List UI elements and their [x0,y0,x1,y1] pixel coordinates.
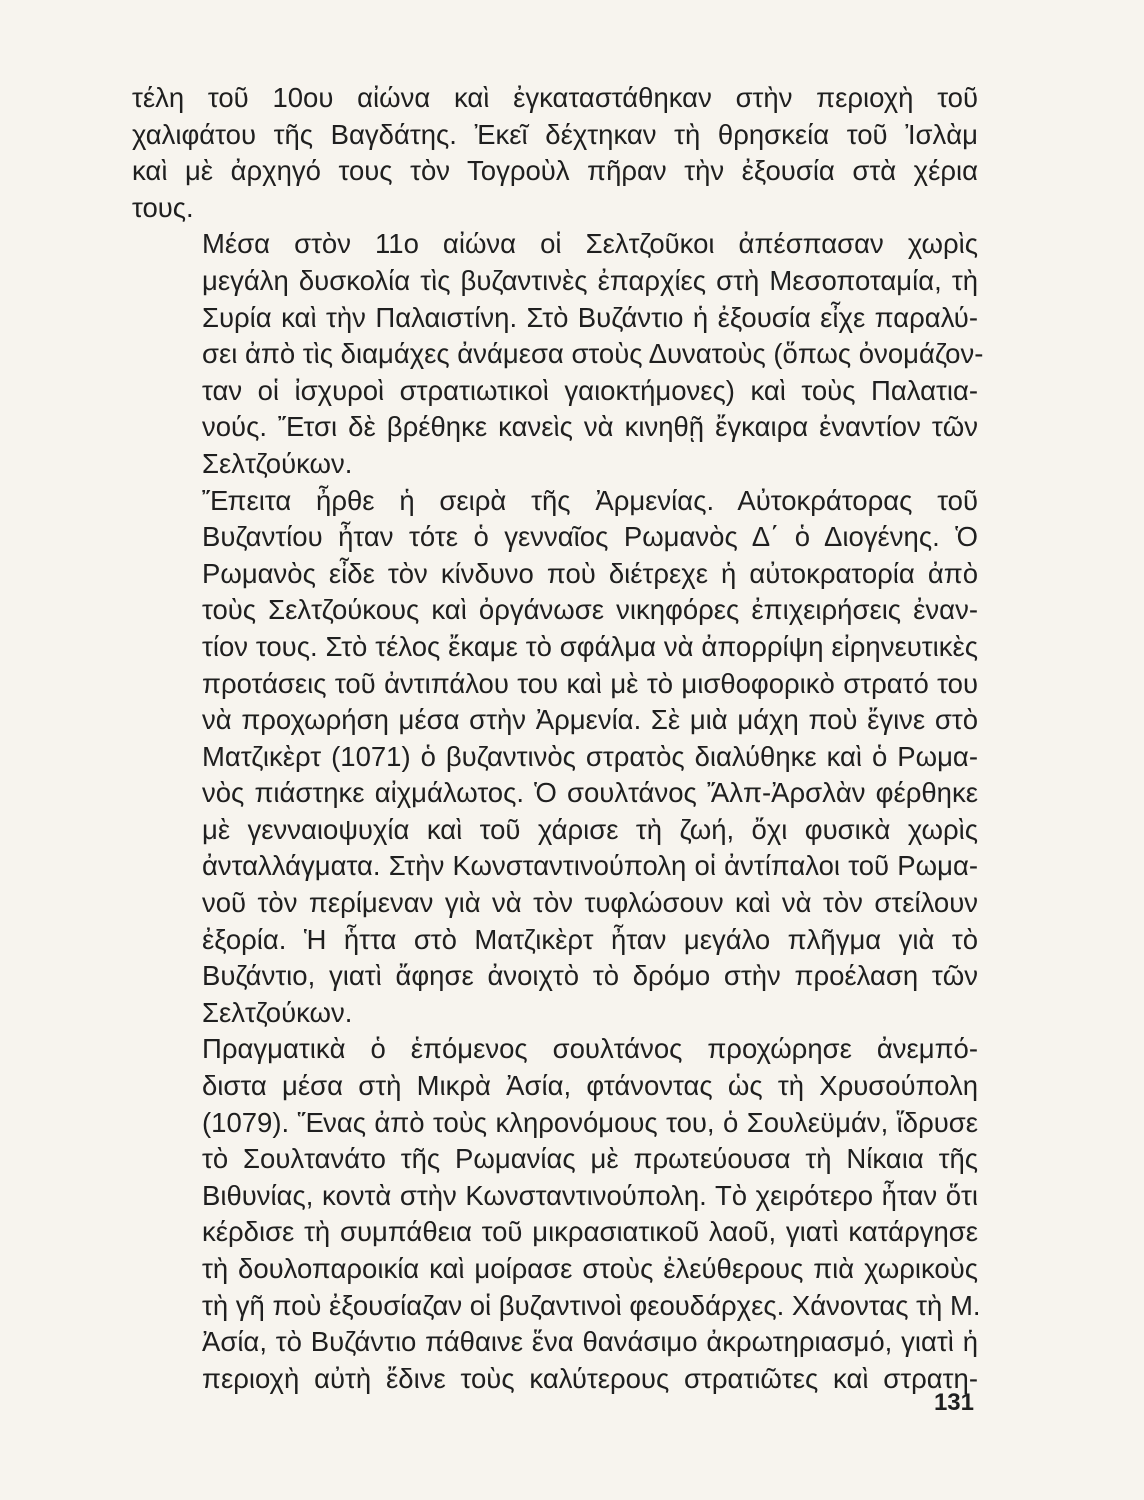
text-line: νοῦ τὸν περίμεναν γιὰ νὰ τὸν τυφλώσουν καὶ νὰ τὸν στείλουν [202,887,978,919]
text-line: καὶ μὲ ἀρχηγό τους τὸν Τογροὺλ πῆραν τὴν ἐξουσία στὰ χέρια [132,155,978,187]
text-line: τοὺς Σελτζούκους καὶ ὀργάνωσε νικηφόρες ἐπιχειρήσεις ἐναν- [202,594,978,626]
paragraph-1 [132,80,978,226]
text-line: τὴ γῆ ποὺ ἐξουσίαζαν οἱ βυζαντινοὶ φεουδάρχες. Χάνοντας τὴ Μ. [202,1289,981,1321]
text-line: κέρδισε τὴ συμπάθεια τοῦ μικρασιατικοῦ λαοῦ, γιατὶ κατάργησε [202,1216,978,1248]
text-line: νὰ προχωρήση μέσα στὴν Ἀρμενία. Σὲ μιὰ μάχη ποὺ ἔγινε στὸ [202,704,978,736]
text-line: Ἀσία, τὸ Βυζάντιο πάθαινε ἕνα θανάσιμο ἀκρωτηριασμό, γιατὶ ἡ [202,1326,978,1358]
text-line: προτάσεις τοῦ ἀντιπάλου του καὶ μὲ τὸ μισθοφορικὸ στρατό του [202,667,978,699]
text-line: μεγάλη δυσκολία τὶς βυζαντινὲς ἐπαρχίες στὴ Μεσοποταμία, τὴ [202,264,978,296]
text-line: νούς. Ἔτσι δὲ βρέθηκε κανεὶς νὰ κινηθῇ ἔγκαιρα ἐναντίον τῶν [202,411,978,443]
paragraph-4 [132,1031,981,1397]
text-line: μὲ γενναιοψυχία καὶ τοῦ χάρισε τὴ ζωή, ὄχι φυσικὰ χωρὶς [202,813,978,845]
text-line: Βυζάντιο, γιατὶ ἄφησε ἀνοιχτὸ τὸ δρόμο στὴν προέλαση τῶν [202,960,978,992]
paragraph-2 [132,226,984,482]
text-line: Βιθυνίας, κοντὰ στὴν Κωνσταντινούπολη. Τὸ χειρότερο ἦταν ὅτι [202,1179,978,1211]
text-line: διστα μέσα στὴ Μικρὰ Ἀσία, φτάνοντας ὡς τὴ Χρυσούπολη [202,1070,978,1102]
text-line: τὸ Σουλτανάτο τῆς Ρωμανίας μὲ πρωτεύουσα τὴ Νίκαια τῆς [202,1143,978,1175]
text-line: χαλιφάτου τῆς Βαγδάτης. Ἐκεῖ δέχτηκαν τὴ θρησκεία τοῦ Ἰσλὰμ [132,118,978,150]
text-line: Μέσα στὸν 11ο αἰώνα οἱ Σελτζοῦκοι ἀπέσπασαν χωρὶς [202,228,978,260]
text-line: Σελτζούκων. [202,447,353,479]
text-line: Βυζαντίου ἦταν τότε ὁ γενναῖος Ρωμανὸς Δ΄ ὁ Διογένης. Ὁ [202,521,978,553]
text-line: ἐξορία. Ἡ ἧττα στὸ Ματζικὲρτ ἦταν μεγάλο πλῆγμα γιὰ τὸ [202,923,978,955]
text-line: τέλη τοῦ 10ου αἰώνα καὶ ἐγκαταστάθηκαν στὴν περιοχὴ τοῦ [132,82,978,113]
text-line: (1079). Ἕνας ἀπὸ τοὺς κληρονόμους του, ὁ Σουλεϋμάν, ἵδρυσε [202,1106,978,1138]
text-line: τους. [132,191,194,223]
text-line: Συρία καὶ τὴν Παλαιστίνη. Στὸ Βυζάντιο ἡ ἐξουσία εἶχε παραλύ- [202,301,978,333]
text-line: Ἔπειτα ἦρθε ἡ σειρὰ τῆς Ἀρμενίας. Αὐτοκράτορας τοῦ [202,484,978,516]
text-line: περιοχὴ αὐτὴ ἔδινε τοὺς καλύτερους στρατιῶτες καὶ στρατη- [202,1362,978,1394]
text-line: τίον τους. Στὸ τέλος ἔκαμε τὸ σφάλμα νὰ ἀπορρίψη εἰρηνευτικὲς [202,630,978,662]
page-number: 131 [933,1389,974,1416]
text-line: νὸς πιάστηκε αἰχμάλωτος. Ὁ σουλτάνος Ἄλπ-Ἀρσλὰν φέρθηκε [202,777,978,809]
paragraph-3 [132,483,978,1032]
text-line: ἀνταλλάγματα. Στὴν Κωνσταντινούπολη οἱ ἀντίπαλοι τοῦ Ρωμα- [202,850,978,882]
text-line: σει ἀπὸ τὶς διαμάχες ἀνάμεσα στοὺς Δυνατοὺς (ὅπως ὀνομάζον- [202,338,984,370]
text-line: ταν οἱ ἰσχυροὶ στρατιωτικοὶ γαιοκτήμονες) καὶ τοὺς Παλατια- [202,374,978,406]
text-line: Πραγματικὰ ὁ ἑπόμενος σουλτάνος προχώρησε ἀνεμπό- [202,1033,978,1065]
text-line: τὴ δουλοπαροικία καὶ μοίρασε στοὺς ἐλεύθερους πιὰ χωρικοὺς [202,1253,978,1284]
text-line: Σελτζούκων. [202,996,353,1028]
text-line: Ρωμανὸς εἶδε τὸν κίνδυνο ποὺ διέτρεχε ἡ αὐτοκρατορία ἀπὸ [202,557,978,589]
text-line: Ματζικὲρτ (1071) ὁ βυζαντινὸς στρατὸς διαλύθηκε καὶ ὁ Ρωμα- [202,740,978,772]
body-text [132,80,984,1397]
